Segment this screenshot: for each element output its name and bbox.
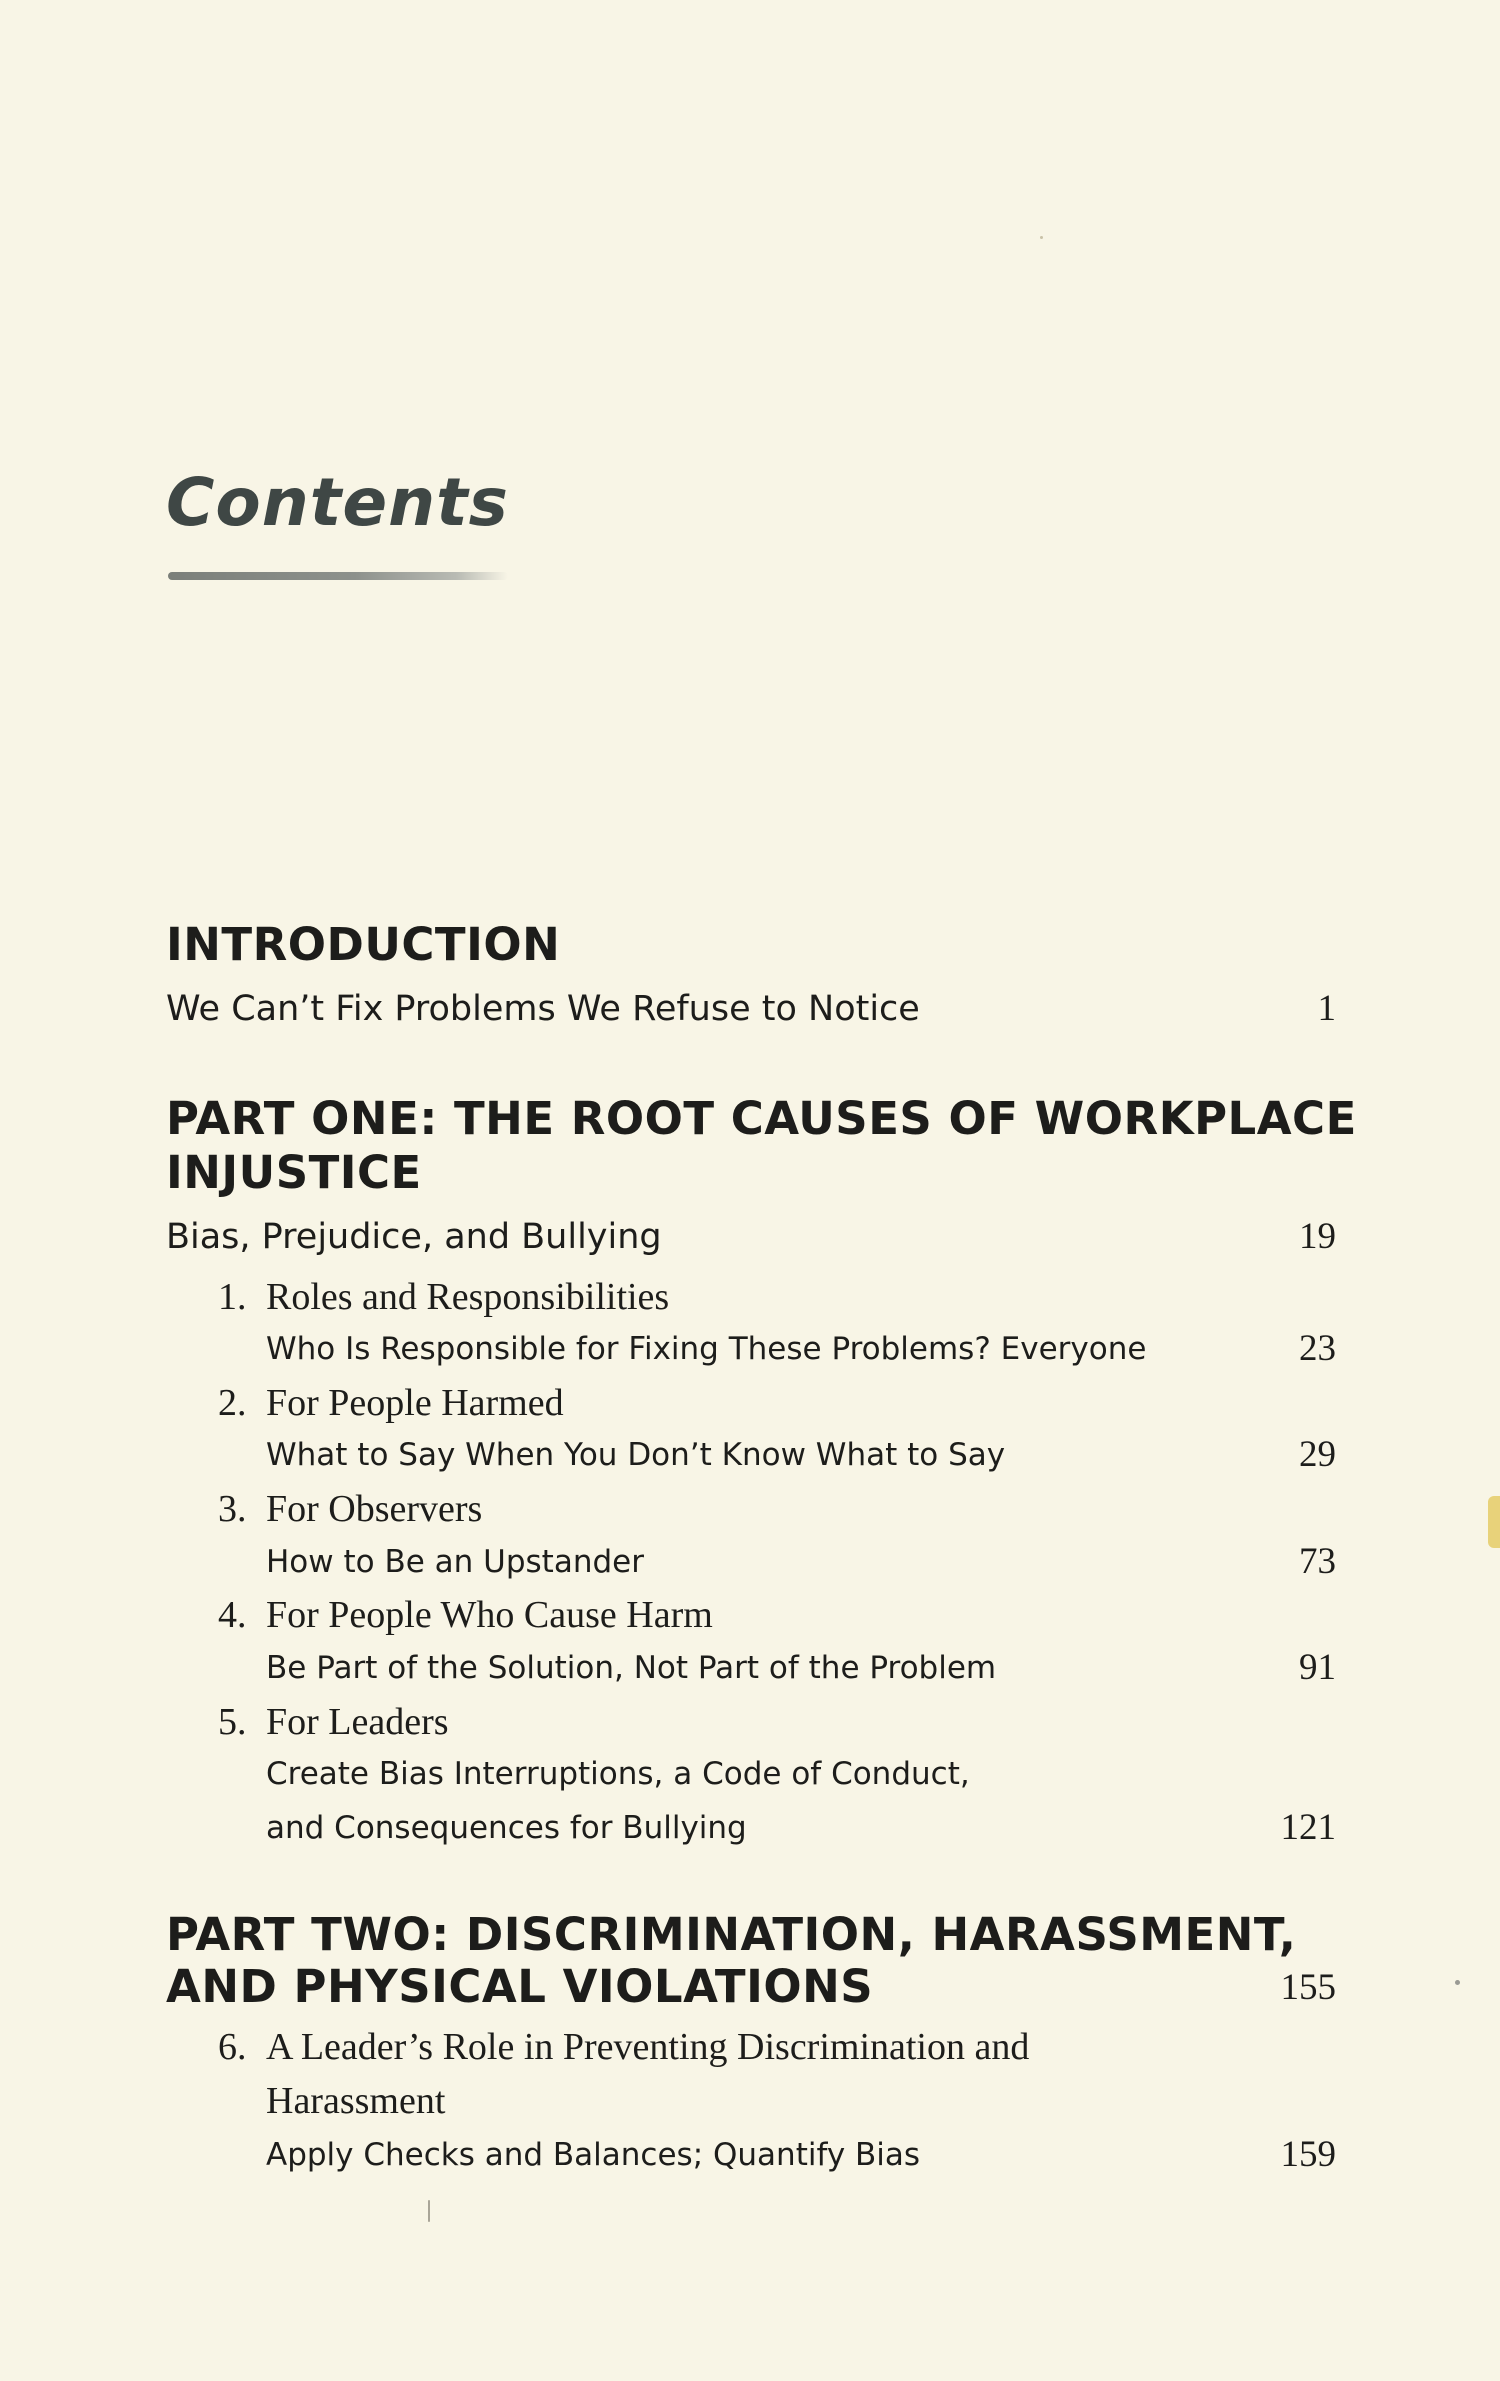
chapter-1-subtitle: Who Is Responsible for Fixing These Problems? Everyone	[266, 1331, 1147, 1367]
part-two-heading-line1: PART TWO: DISCRIMINATION, HARASSMENT,	[166, 1908, 1297, 1961]
chapter-5-title	[218, 1696, 449, 1748]
page-title: Contents	[166, 464, 509, 541]
chapter-2-title-text: For People Harmed	[266, 1382, 564, 1424]
chapter-1-title-text: Roles and Responsibilities	[266, 1276, 670, 1318]
chapter-4-number: 4.	[218, 1594, 247, 1636]
chapter-4-title-text: For People Who Cause Harm	[266, 1594, 713, 1636]
intro-subtitle: We Can’t Fix Problems We Refuse to Notice	[166, 989, 920, 1029]
chapter-6-title-text: A Leader’s Role in Preventing Discrimination and	[266, 2026, 1030, 2068]
chapter-1-number: 1.	[218, 1276, 247, 1318]
chapter-2-page-number: 29	[1299, 1434, 1336, 1475]
chapter-2-number: 2.	[218, 1382, 247, 1424]
title-underline	[168, 572, 508, 580]
chapter-6-page-number: 159	[1280, 2134, 1336, 2175]
chapter-2-subtitle: What to Say When You Don’t Know What to Say	[266, 1437, 1006, 1473]
chapter-1-page-number: 23	[1299, 1328, 1336, 1369]
chapter-5-subtitle-line2: and Consequences for Bullying	[266, 1810, 747, 1846]
part-one-page-number: 19	[1299, 1216, 1336, 1257]
chapter-6-title-line2: Harassment	[266, 2080, 446, 2122]
chapter-2-title	[218, 1377, 564, 1429]
chapter-5-number: 5.	[218, 1701, 247, 1743]
chapter-6-title-line1	[218, 2021, 1029, 2073]
chapter-3-title	[218, 1483, 482, 1535]
chapter-3-subtitle: How to Be an Upstander	[266, 1544, 644, 1580]
chapter-4-page-number: 91	[1299, 1647, 1336, 1688]
paper-mark	[428, 2200, 430, 2222]
chapter-3-number: 3.	[218, 1488, 247, 1530]
chapter-3-title-text: For Observers	[266, 1488, 483, 1530]
intro-page-number: 1	[1317, 988, 1336, 1029]
part-two-heading-line2: AND PHYSICAL VIOLATIONS	[166, 1960, 874, 2013]
paper-speck	[1455, 1980, 1460, 1985]
chapter-6-subtitle: Apply Checks and Balances; Quantify Bias	[266, 2137, 921, 2173]
part-one-subtitle: Bias, Prejudice, and Bullying	[166, 1217, 662, 1257]
chapter-5-subtitle-line1: Create Bias Interruptions, a Code of Conduct,	[266, 1756, 970, 1792]
chapter-6-number: 6.	[218, 2026, 247, 2068]
chapter-1-title	[218, 1271, 669, 1323]
part-one-heading-line1: PART ONE: THE ROOT CAUSES OF WORKPLACE	[166, 1092, 1357, 1145]
part-two-page-number: 155	[1280, 1967, 1336, 2008]
intro-heading: INTRODUCTION	[166, 918, 561, 971]
chapter-3-page-number: 73	[1299, 1541, 1336, 1582]
chapter-5-page-number: 121	[1280, 1807, 1336, 1848]
paper-speck	[1040, 236, 1043, 239]
page-edge-tab	[1488, 1496, 1500, 1548]
part-one-heading-line2: INJUSTICE	[166, 1146, 422, 1199]
chapter-4-subtitle: Be Part of the Solution, Not Part of the Problem	[266, 1650, 997, 1686]
chapter-4-title	[218, 1589, 713, 1641]
chapter-5-title-text: For Leaders	[266, 1701, 449, 1743]
